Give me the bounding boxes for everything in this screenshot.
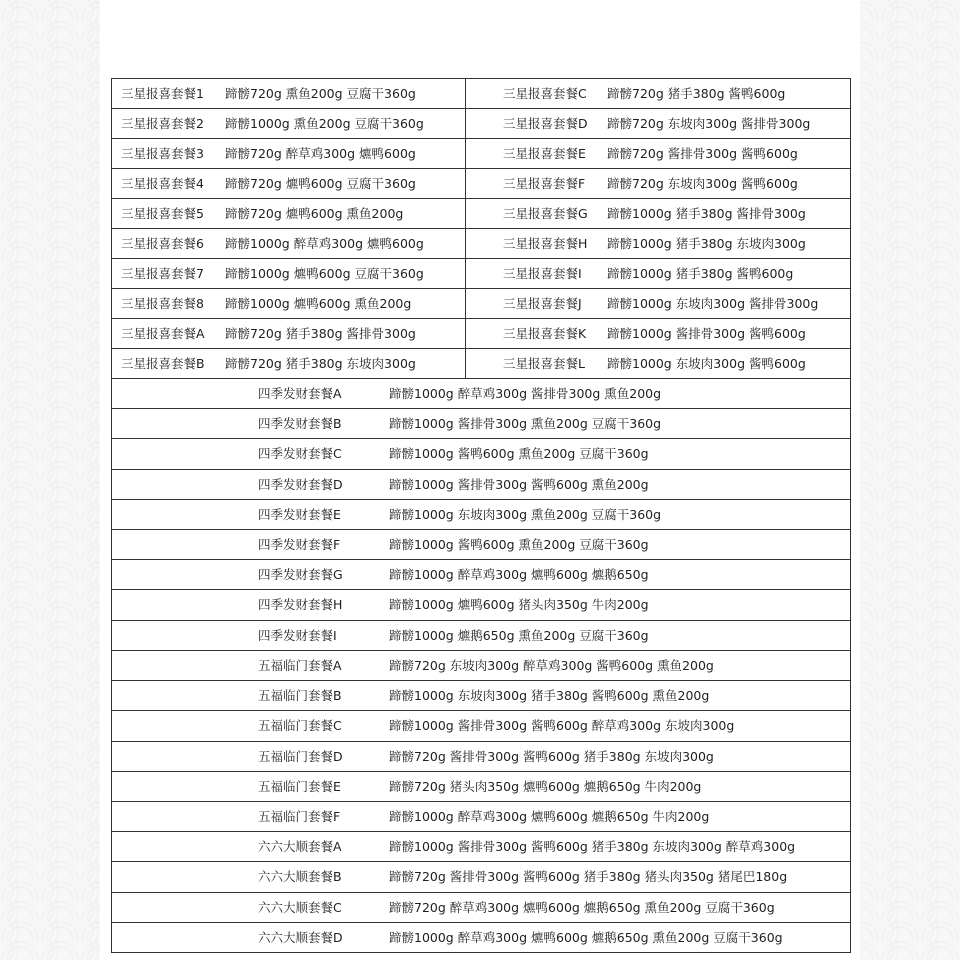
package-name: 六六大顺套餐A xyxy=(258,839,342,855)
table-row xyxy=(112,409,850,439)
menu-table xyxy=(111,78,851,953)
package-cell-left xyxy=(121,349,465,378)
table-row xyxy=(112,349,850,379)
package-name: 五福临门套餐A xyxy=(258,657,342,673)
table-row xyxy=(112,139,850,169)
package-cell-right xyxy=(503,229,849,258)
package-cell-right xyxy=(503,319,849,348)
package-name: 三星报喜套餐4 xyxy=(121,176,204,191)
table-row xyxy=(112,681,850,711)
package-name: 三星报喜套餐1 xyxy=(121,86,204,101)
package-name: 四季发财套餐C xyxy=(258,446,342,462)
package-cell-left xyxy=(121,259,465,288)
package-name: 三星报喜套餐B xyxy=(121,356,205,371)
package-contents: 蹄髈720g 猪手380g 酱鸭600g xyxy=(607,86,786,101)
package-name: 三星报喜套餐2 xyxy=(121,116,204,131)
package-contents: 蹄髈1000g 猪手380g 酱鸭600g xyxy=(607,266,794,281)
package-name: 六六大顺套餐D xyxy=(258,929,343,945)
package-contents: 蹄髈1000g 酱排骨300g 酱鸭600g xyxy=(607,326,806,341)
package-name: 三星报喜套餐8 xyxy=(121,296,204,311)
package-contents: 蹄髈1000g 酱排骨300g 酱鸭600g 醉草鸡300g 东坡肉300g xyxy=(389,718,735,734)
table-row xyxy=(112,802,850,832)
package-name: 五福临门套餐E xyxy=(258,778,341,794)
package-name: 三星报喜套餐H xyxy=(503,236,588,251)
package-contents: 蹄髈720g 东坡肉300g 醉草鸡300g 酱鸭600g 熏鱼200g xyxy=(389,657,714,673)
package-cell-left xyxy=(121,289,465,318)
package-cell-right xyxy=(503,109,849,138)
package-name: 三星报喜套餐L xyxy=(503,356,585,371)
package-name: 四季发财套餐A xyxy=(258,386,342,401)
package-contents: 蹄髈720g 猪手380g 酱排骨300g xyxy=(225,326,416,341)
table-row xyxy=(112,259,850,289)
package-contents: 蹄髈1000g 酱鸭600g 熏鱼200g 豆腐干360g xyxy=(389,537,649,553)
table-row xyxy=(112,590,850,620)
package-name: 四季发财套餐H xyxy=(258,597,343,613)
table-row xyxy=(112,79,850,109)
table-row xyxy=(112,379,850,409)
package-contents: 蹄髈1000g 酱鸭600g 熏鱼200g 豆腐干360g xyxy=(389,446,649,462)
package-contents: 蹄髈720g 熏鱼200g 豆腐干360g xyxy=(225,86,416,101)
package-cell-right xyxy=(503,199,849,228)
package-name: 三星报喜套餐G xyxy=(503,206,588,221)
package-contents: 蹄髈720g 醉草鸡300g 爊鸭600g 爊鹅650g 熏鱼200g 豆腐干360g xyxy=(389,899,775,915)
package-name: 三星报喜套餐I xyxy=(503,266,582,281)
package-contents: 蹄髈1000g 爊鸭600g 豆腐干360g xyxy=(225,266,424,281)
package-name: 五福临门套餐C xyxy=(258,718,342,734)
package-cell-left xyxy=(121,229,465,258)
package-contents: 蹄髈1000g 醉草鸡300g 爊鸭600g 爊鹅650g xyxy=(389,567,649,583)
package-name: 四季发财套餐D xyxy=(258,476,343,492)
package-contents: 蹄髈1000g 醉草鸡300g 酱排骨300g 熏鱼200g xyxy=(389,386,662,401)
package-cell-left xyxy=(121,139,465,168)
package-contents: 蹄髈720g 酱排骨300g 酱鸭600g 猪手380g 猪头肉350g 猪尾巴180g xyxy=(389,869,788,885)
package-name: 四季发财套餐F xyxy=(258,537,341,553)
package-name: 三星报喜套餐A xyxy=(121,326,205,341)
package-name: 三星报喜套餐F xyxy=(503,176,586,191)
package-contents: 蹄髈1000g 爊鸭600g 熏鱼200g xyxy=(225,296,412,311)
package-cell-left xyxy=(121,319,465,348)
package-cell-right xyxy=(503,139,849,168)
package-contents: 蹄髈1000g 东坡肉300g 酱排骨300g xyxy=(607,296,819,311)
package-contents: 蹄髈1000g 爊鹅650g 熏鱼200g 豆腐干360g xyxy=(389,627,649,643)
package-contents: 蹄髈1000g 猪手380g 东坡肉300g xyxy=(607,236,806,251)
package-name: 六六大顺套餐B xyxy=(258,869,342,885)
package-name: 六六大顺套餐C xyxy=(258,899,342,915)
package-name: 三星报喜套餐5 xyxy=(121,206,204,221)
table-row xyxy=(112,923,850,953)
table-row xyxy=(112,199,850,229)
package-cell-left xyxy=(121,169,465,198)
table-row xyxy=(112,621,850,651)
package-name: 三星报喜套餐K xyxy=(503,326,587,341)
package-name: 五福临门套餐B xyxy=(258,688,342,704)
package-contents: 蹄髈720g 酱排骨300g 酱鸭600g 猪手380g 东坡肉300g xyxy=(389,748,714,764)
package-contents: 蹄髈1000g 熏鱼200g 豆腐干360g xyxy=(225,116,424,131)
package-name: 四季发财套餐E xyxy=(258,506,341,522)
package-name: 三星报喜套餐3 xyxy=(121,146,204,161)
package-contents: 蹄髈720g 爊鸭600g 豆腐干360g xyxy=(225,176,416,191)
table-row xyxy=(112,289,850,319)
package-contents: 蹄髈1000g 爊鸭600g 猪头肉350g 牛肉200g xyxy=(389,597,649,613)
table-row xyxy=(112,772,850,802)
package-cell-right xyxy=(503,289,849,318)
table-row xyxy=(112,169,850,199)
package-cell-right xyxy=(503,259,849,288)
package-contents: 蹄髈720g 东坡肉300g 酱鸭600g xyxy=(607,176,798,191)
table-row xyxy=(112,742,850,772)
package-cell-right xyxy=(503,79,849,108)
package-name: 四季发财套餐I xyxy=(258,627,337,643)
package-name: 四季发财套餐G xyxy=(258,567,343,583)
package-name: 三星报喜套餐6 xyxy=(121,236,204,251)
table-row xyxy=(112,832,850,862)
package-contents: 蹄髈1000g 酱排骨300g 酱鸭600g 猪手380g 东坡肉300g 醉草鸡300g xyxy=(389,839,796,855)
package-contents: 蹄髈1000g 醉草鸡300g 爊鸭600g 爊鹅650g 熏鱼200g 豆腐干360g xyxy=(389,929,783,945)
package-contents: 蹄髈720g 酱排骨300g 酱鸭600g xyxy=(607,146,798,161)
package-name: 四季发财套餐B xyxy=(258,416,342,432)
package-name: 三星报喜套餐D xyxy=(503,116,588,131)
table-row xyxy=(112,319,850,349)
package-contents: 蹄髈1000g 东坡肉300g 猪手380g 酱鸭600g 熏鱼200g xyxy=(389,688,710,704)
package-cell-left xyxy=(121,79,465,108)
package-name: 三星报喜套餐C xyxy=(503,86,587,101)
package-name: 五福临门套餐F xyxy=(258,808,341,824)
table-row xyxy=(112,439,850,469)
package-contents: 蹄髈720g 猪手380g 东坡肉300g xyxy=(225,356,416,371)
package-cell-right xyxy=(503,169,849,198)
table-row xyxy=(112,560,850,590)
table-row xyxy=(112,862,850,892)
table-row xyxy=(112,530,850,560)
table-row xyxy=(112,500,850,530)
package-contents: 蹄髈1000g 醉草鸡300g 爊鸭600g 爊鹅650g 牛肉200g xyxy=(389,808,710,824)
package-contents: 蹄髈720g 爊鸭600g 熏鱼200g xyxy=(225,206,404,221)
package-contents: 蹄髈1000g 东坡肉300g 酱鸭600g xyxy=(607,356,806,371)
package-contents: 蹄髈720g 东坡肉300g 酱排骨300g xyxy=(607,116,811,131)
package-cell-left xyxy=(121,199,465,228)
table-row xyxy=(112,229,850,259)
package-contents: 蹄髈1000g 酱排骨300g 酱鸭600g 熏鱼200g xyxy=(389,476,649,492)
table-row xyxy=(112,651,850,681)
package-name: 三星报喜套餐J xyxy=(503,296,582,311)
package-name: 三星报喜套餐7 xyxy=(121,266,204,281)
package-name: 三星报喜套餐E xyxy=(503,146,586,161)
package-contents: 蹄髈720g 醉草鸡300g 爊鸭600g xyxy=(225,146,416,161)
table-row xyxy=(112,711,850,741)
package-cell-left xyxy=(121,109,465,138)
package-contents: 蹄髈720g 猪头肉350g 爊鸭600g 爊鹅650g 牛肉200g xyxy=(389,778,702,794)
package-cell-right xyxy=(503,349,849,378)
package-contents: 蹄髈1000g 醉草鸡300g 爊鸭600g xyxy=(225,236,424,251)
table-row xyxy=(112,109,850,139)
table-row xyxy=(112,470,850,500)
package-name: 五福临门套餐D xyxy=(258,748,343,764)
package-contents: 蹄髈1000g 东坡肉300g 熏鱼200g 豆腐干360g xyxy=(389,506,662,522)
package-contents: 蹄髈1000g 酱排骨300g 熏鱼200g 豆腐干360g xyxy=(389,416,662,432)
table-row xyxy=(112,893,850,923)
package-contents: 蹄髈1000g 猪手380g 酱排骨300g xyxy=(607,206,806,221)
